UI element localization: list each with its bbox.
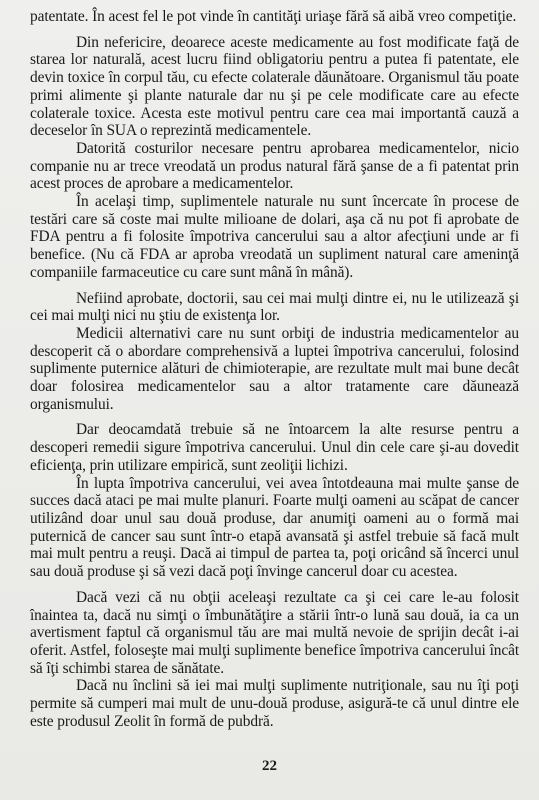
paragraph: Din nefericire, deoarece aceste medicamente au fost modificate faţă de starea lor naturală, acest lucru fiind obligatoriu pentru a putea fi patentate, ele devin toxice în corpul tău, cu efecte colaterale dăunătoare. Organismul tău poate primi alimente şi plante naturale dar nu şi pe cele modificate care au efecte colaterale toxice. Acesta este motivul pentru care cea mai importantă cauză a deceselor în SUA o reprezintă medicamentele. [30,33,519,140]
paragraph: patentate. În acest fel le pot vinde în cantităţi uriaşe fără să aibă vreo competiţie. [30,8,517,25]
paragraph: Datorită costurilor necesare pentru aprobarea medicamentelor, nicio companie nu ar trece vreodată un produs natural fără şanse de a fi patentat prin acest proces de aprobare a medicamentelor. [30,139,519,193]
body-text [30,8,519,730]
paragraph: Nefiind aprobate, doctorii, sau cei mai mulţi dintre ei, nu le utilizează şi cei mai mulţi nici nu ştiu de existenţa lor. [30,289,519,325]
paragraph: Dar deocamdată trebuie să ne întoarcem la alte resurse pentru a descoperi remedii sigure împotriva cancerului. Unul din cele care şi-au dovedit eficienţa, prin utilizare empirică, sunt zeoliţii lichizi. [30,421,519,474]
paragraph: În lupta împotriva cancerului, vei avea întotdeauna mai multe şanse de succes dacă ataci pe mai multe planuri. Foarte mulţi oameni au scăpat de cancer utilizând doar unul sau două produse, dar anumiţi oameni au o formă mai puternică de cancer sau sunt într-o etapă avansată şi astfel trebuie să facă mult mai mult pentru a reuşi. Dacă ai timpul de partea ta, poţi oricând să încerci unul sau două produse şi să vezi dacă poţi învinge cancerul doar cu acestea. [30,474,519,581]
paragraph: Medicii alternativi care nu sunt orbiţi de industria medicamentelor au descoperit că o abordare comprehensivă a luptei împotriva cancerului, folosind suplimente puternice alături de chimioterapie, are rezultate mult mai bune decât doar folosirea medicamentelor sau a altor tratamente care dăunează organismului. [30,324,519,413]
paragraph: Dacă vezi că nu obţii aceleaşi rezultate ca şi cei care le-au folosit înaintea ta, dacă nu simţi o îmbunătăţire a stării într-o lună sau două, ia ca un avertisment faptul că organismul tău are mai multă nevoie de sprijin decât i-ai oferit. Astfel, foloseşte mai mulţi suplimente benefice împotriva cancerului încât să îţi schimbi starea de sănătate. [30,588,519,677]
page-number: 22 [262,758,277,774]
paragraph: În acelaşi timp, suplimentele naturale nu sunt încercate în procese de testări care să coste mai multe milioane de dolari, aşa că nu pot fi aprobate de FDA pentru a fi folosite împotriva cancerului sau a altor afecţiuni unde ar fi benefice. (Nu că FDA ar aproba vreodată un supliment natural care ameninţă companiile farmaceutice cu care sunt mână în mână). [30,193,519,281]
paragraph: Dacă nu înclini să iei mai mulţi suplimente nutriţionale, sau nu îţi poţi permite să cumperi mai mult de unu-două produse, asigură-te că unul dintre ele este produsul Zeolit în formă de pubdră. [30,677,519,730]
